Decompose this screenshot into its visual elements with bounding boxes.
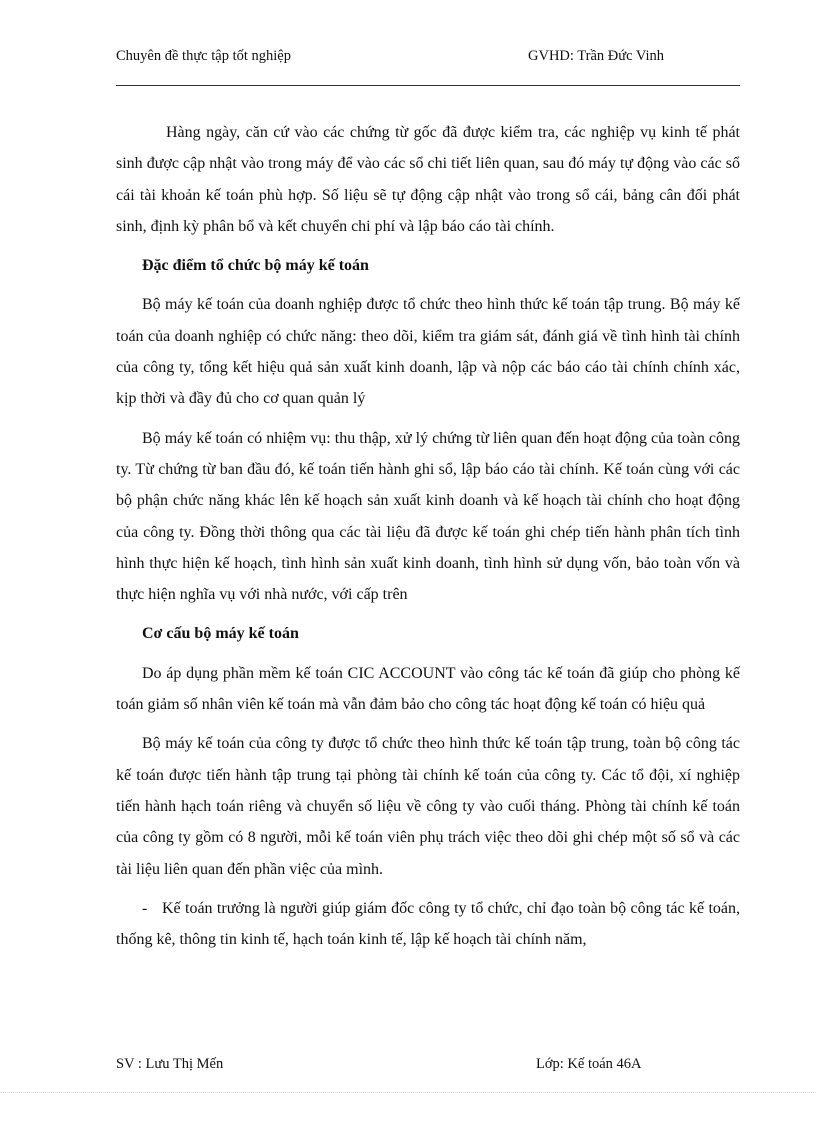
paragraph: Do áp dụng phần mềm kế toán CIC ACCOUNT vào công tác kế toán đã giúp cho phòng kế toán giảm số nhân viên kế toán mà vẫn đảm bảo cho công tác hoạt động kế toán có hiệu quả	[116, 664, 740, 714]
footer-student: SV : Lưu Thị Mến	[116, 1056, 224, 1072]
page-edge	[0, 1092, 816, 1093]
header-rule	[116, 85, 740, 86]
bullet-item	[116, 893, 740, 956]
page-header	[116, 48, 740, 70]
paragraph: Bộ máy kế toán của doanh nghiệp được tổ chức theo hình thức kế toán tập trung. Bộ máy kế toán của doanh nghiệp có chức năng: theo dõi, kiểm tra giám sát, đánh giá về tình hình tài chính của công ty, tổng kết hiệu quả sản xuất kinh doanh, lập và nộp các báo cáo tài chính chính xác, kịp thời và đầy đủ cho cơ quan quản lý	[116, 296, 740, 408]
header-advisor: GVHD: Trần Đức Vinh	[528, 48, 665, 64]
document-body	[116, 117, 740, 963]
page-footer	[116, 1056, 740, 1078]
bullet-marker: -	[142, 899, 148, 917]
paragraph: Bộ máy kế toán có nhiệm vụ: thu thập, xử lý chứng từ liên quan đến hoạt động của toàn công ty. Từ chứng từ ban đầu đó, kế toán tiến hành ghi sổ, lập báo cáo tài chính. Kế toán cùng với các bộ phận chức năng khác lên kế hoạch sản xuất kinh doanh và kế hoạch tài chính cho hoạt động của công ty. Đồng thời thông qua các tài liệu đã được kế toán ghi chép tiến hành phân tích tình hình thực hiện kế hoạch, tình hình sản xuất kinh doanh, tình hình sử dụng vốn, bảo toàn vốn và thực hiện nghĩa vụ với nhà nước, với cấp trên	[116, 429, 740, 604]
section-heading: Cơ cấu bộ máy kế toán	[142, 625, 299, 643]
paragraph: Bộ máy kế toán của công ty được tổ chức theo hình thức kế toán tập trung, toàn bộ công tác kế toán được tiến hành tập trung tại phòng tài chính kế toán của công ty. Các tổ đội, xí nghiệp tiến hành hạch toán riêng và chuyển số liệu về công ty vào cuối tháng. Phòng tài chính kế toán của công ty gồm có 8 người, mỗi kế toán viên phụ trách việc theo dõi ghi chép một số sổ và các tài liệu liên quan đến phần việc của mình.	[116, 735, 740, 878]
bullet-text: Kế toán trưởng là người giúp giám đốc công ty tổ chức, chỉ đạo toàn bộ công tác kế toán, thống kê, thông tin kinh tế, hạch toán kinh tế, lập kế hoạch tài chính năm,	[116, 899, 740, 949]
paragraph: Hàng ngày, căn cứ vào các chứng từ gốc đã được kiểm tra, các nghiệp vụ kinh tế phát sinh được cập nhật vào trong máy để vào các sổ chi tiết liên quan, sau đó máy tự động vào các sổ cái tài khoản kế toán phù hợp. Số liệu sẽ tự động cập nhật vào trong sổ cái, bảng cân đối phát sinh, định kỳ phân bổ và kết chuyển chi phí và lập báo cáo tài chính.	[116, 124, 740, 235]
footer-class: Lớp: Kế toán 46A	[536, 1056, 642, 1072]
header-title: Chuyên đề thực tập tốt nghiệp	[116, 48, 291, 64]
section-heading: Đặc điểm tổ chức bộ máy kế toán	[142, 257, 369, 275]
